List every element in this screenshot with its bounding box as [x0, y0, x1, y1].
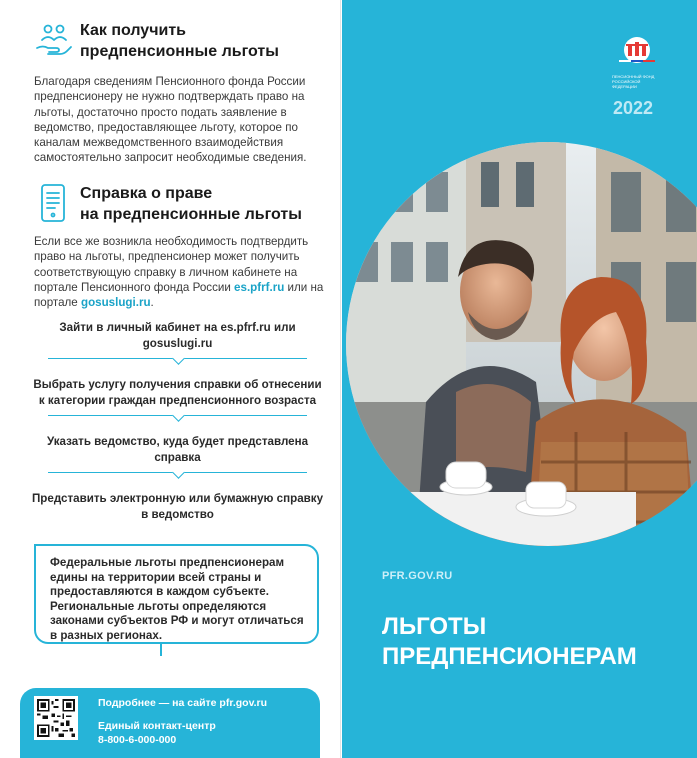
- section-certificate-title-line1: Справка о праве: [80, 185, 213, 202]
- section-benefits-title: [80, 20, 279, 62]
- pfr-logo: [612, 36, 662, 89]
- step-item: Представить электронную или бумажную справку в ведомство: [31, 492, 324, 521]
- left-panel: [0, 0, 341, 758]
- step-arrow-icon: [30, 414, 325, 428]
- section-benefits-title-line1: Как получить: [80, 22, 186, 39]
- cover-title-line2: ПРЕДПЕНСИОНЕРАМ: [382, 643, 637, 670]
- site-url[interactable]: PFR.GOV.RU: [382, 570, 453, 582]
- right-panel-cover: [342, 0, 697, 758]
- phone-document-icon: [34, 183, 74, 223]
- step-arrow-icon: [30, 357, 325, 371]
- certificate-text-part3: .: [150, 296, 154, 310]
- section-certificate-header: [34, 183, 302, 225]
- cover-title: [382, 612, 637, 672]
- footer-more-link[interactable]: Подробнее — на сайте pfr.gov.ru: [98, 697, 268, 709]
- pfr-logo-text: [612, 74, 662, 89]
- section-benefits-header: [34, 20, 279, 62]
- certificate-text-part1: Если все же возникла необходимость подтвердить право на льготы, предпенсионер может получить соответствующую справку в личном кабинете на портале Пенсионного фонда России: [34, 235, 309, 294]
- logo-text-line2: РОССИЙСКОЙ ФЕДЕРАЦИИ: [612, 79, 641, 89]
- section-benefits-title-line2: предпенсионные льготы: [80, 43, 279, 60]
- logo-text-line1: ПЕНСИОННЫЙ ФОНД: [612, 74, 655, 79]
- qr-code-icon[interactable]: [34, 696, 78, 740]
- footer-phone[interactable]: 8-800-6-000-000: [98, 734, 177, 746]
- cover-photo-couple: [346, 142, 697, 546]
- gosuslugi-link[interactable]: gosuslugi.ru: [80, 296, 151, 310]
- section-benefits-text: Благодаря сведениям Пенсионного фонда России предпенсионеру не нужно подтверждать право на льготы, достаточно просто подать заявление в ведомство, предоставляющее льготу, которое по каналам межведомственного взаимодействия самостоятельно запросит необходимые сведения.: [34, 75, 307, 165]
- footer-contact-label: Единый контакт-центр: [98, 720, 216, 732]
- year-label: 2022: [613, 98, 654, 118]
- es-pfrf-link[interactable]: es.pfrf.ru: [234, 280, 285, 294]
- step-arrow-icon: [30, 471, 325, 485]
- cover-title-line1: ЛЬГОТЫ: [382, 613, 487, 640]
- section-certificate-text: [34, 234, 334, 310]
- info-callout: Федеральные льготы предпенсионерам едины на территории всей страны и предоставляются в каждом субъекте. Региональные льготы определяются законами субъектов РФ и могут отличаться в разных регионах.: [34, 544, 319, 644]
- callout-tail: [160, 644, 200, 656]
- step-item: Зайти в личный кабинет на es.pfrf.ru или gosuslugi.ru: [59, 321, 296, 350]
- couple-photo-illustration: [346, 142, 697, 546]
- section-certificate-title: [80, 183, 302, 225]
- step-item: Указать ведомство, куда будет представлена справка: [46, 435, 309, 464]
- section-certificate-title-line2: на предпенсионные льготы: [80, 206, 302, 223]
- certificate-text-part2: или на портале: [34, 280, 324, 310]
- pfr-logo-icon: [619, 36, 655, 66]
- step-item: Выбрать услугу получения справки об отнесении к категории граждан предпенсионного возраста: [33, 378, 322, 407]
- steps-list: [30, 320, 325, 522]
- footer-bar: [20, 688, 320, 758]
- hand-people-icon: [34, 20, 74, 60]
